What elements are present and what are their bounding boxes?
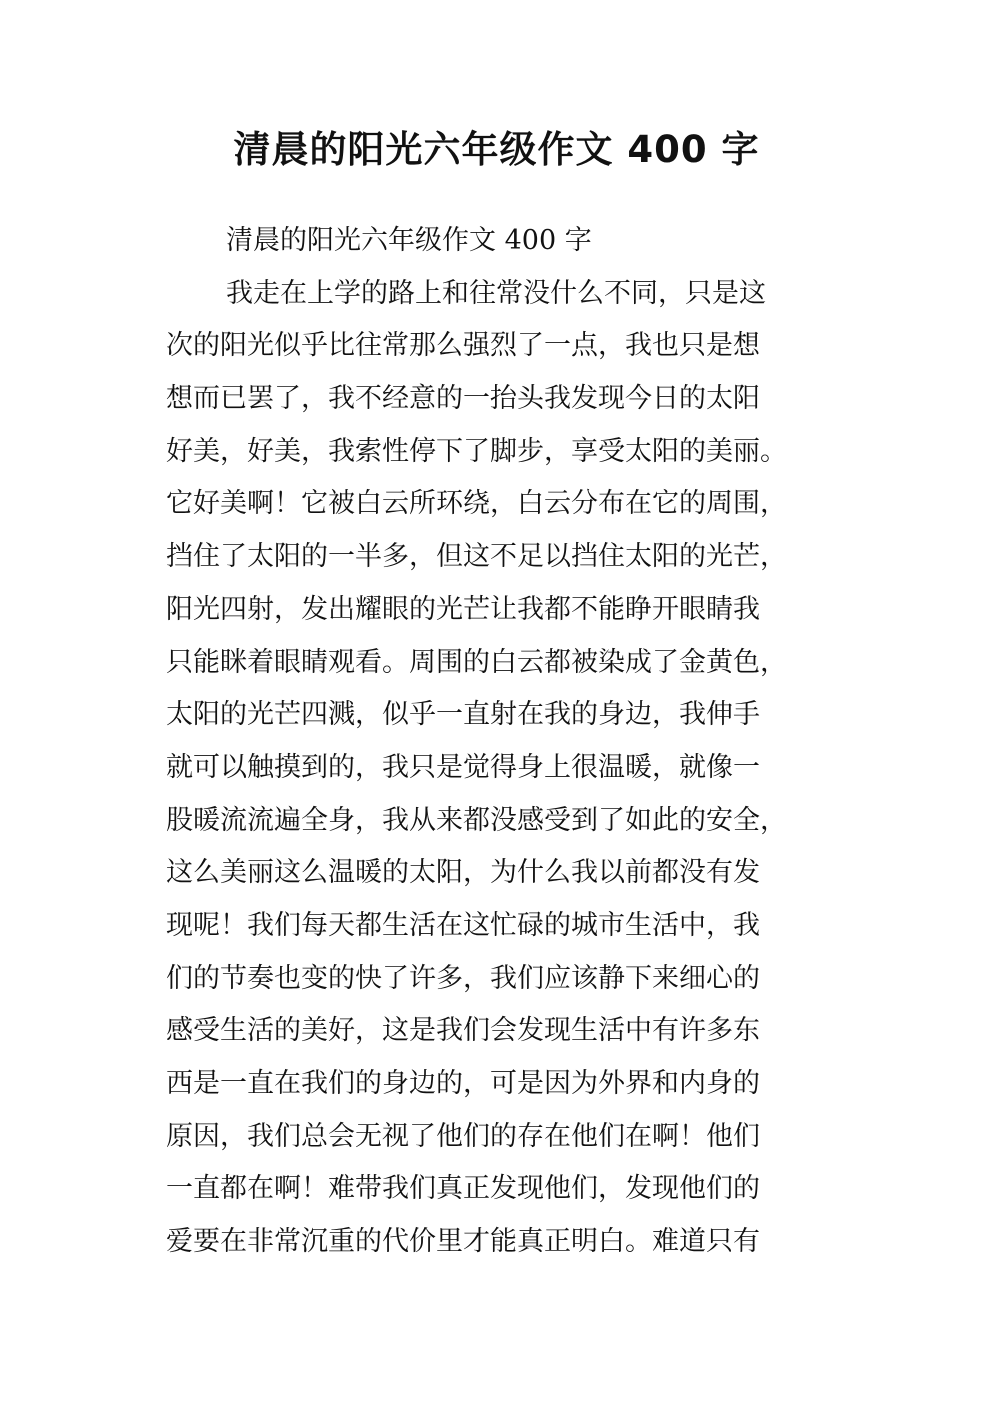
subtitle-line: 清晨的阳光六年级作文 400 字 xyxy=(226,225,592,256)
body-line: 西是一直在我们的身边的，可是因为外界和内身的 xyxy=(166,1068,760,1099)
document-title: 清晨的阳光六年级作文 400 字 xyxy=(233,128,760,171)
body-line: 次的阳光似乎比往常那么强烈了一点，我也只是想 xyxy=(166,330,760,362)
body-line: 一直都在啊！难带我们真正发现他们，发现他们的 xyxy=(166,1173,760,1205)
body-line: 它好美啊！它被白云所环绕，白云分布在它的周围， xyxy=(166,488,787,520)
body-line: 挡住了太阳的一半多，但这不足以挡住太阳的光芒， xyxy=(166,541,787,573)
body-line: 现呢！我们每天都生活在这忙碌的城市生活中，我 xyxy=(166,909,760,941)
body-line: 想而已罢了，我不经意的一抬头我发现今日的太阳 xyxy=(166,383,760,415)
body-line: 阳光四射，发出耀眼的光芒让我都不能睁开眼睛我 xyxy=(166,593,760,625)
body-line: 这么美丽这么温暖的太阳，为什么我以前都没有发 xyxy=(166,857,760,889)
body-line: 只能眯着眼睛观看。周围的白云都被染成了金黄色， xyxy=(166,646,787,678)
body-line: 感受生活的美好，这是我们会发现生活中有许多东 xyxy=(166,1015,760,1047)
body-line: 好美，好美，我索性停下了脚步，享受太阳的美丽。 xyxy=(166,435,787,467)
body-line: 股暖流流遍全身，我从来都没感受到了如此的安全， xyxy=(166,804,787,836)
document-body xyxy=(166,215,846,1269)
body-line: 我走在上学的路上和往常没什么不同，只是这 xyxy=(226,277,766,309)
body-line: 就可以触摸到的，我只是觉得身上很温暖，就像一 xyxy=(166,751,760,783)
body-line: 太阳的光芒四溅，似乎一直射在我的身边，我伸手 xyxy=(166,699,760,731)
body-line: 们的节奏也变的快了许多，我们应该静下来细心的 xyxy=(166,962,760,994)
body-line: 爱要在非常沉重的代价里才能真正明白。难道只有 xyxy=(166,1226,760,1258)
body-line: 原因，我们总会无视了他们的存在他们在啊！他们 xyxy=(166,1120,760,1152)
